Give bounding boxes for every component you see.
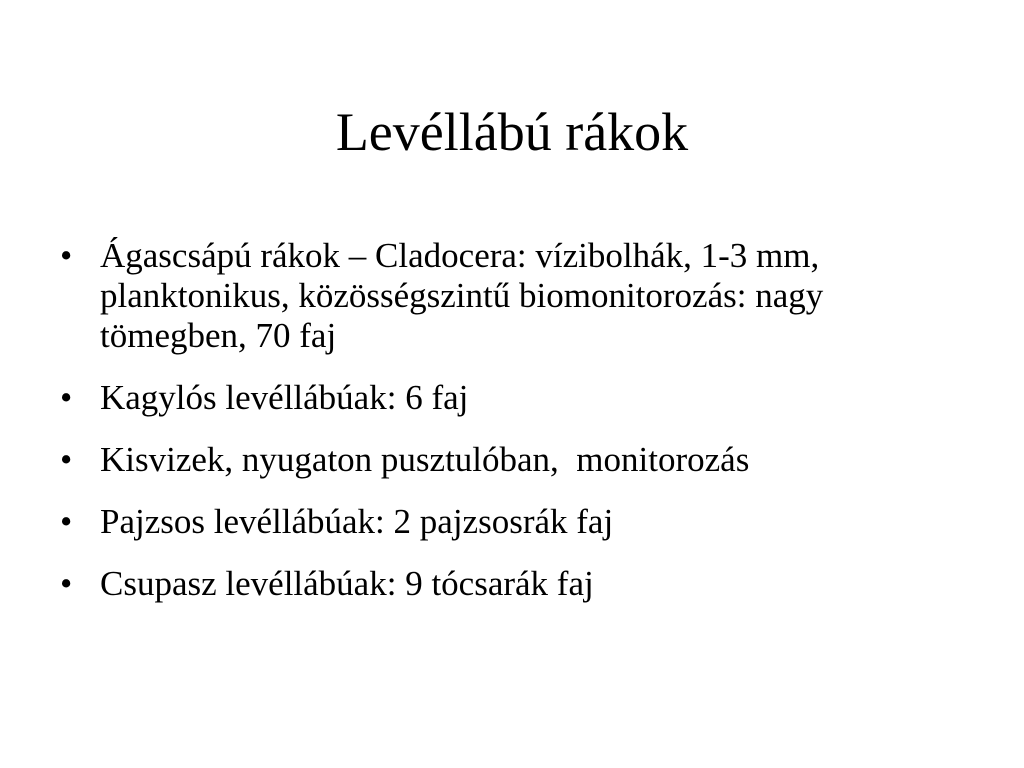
bullet-item [60, 564, 960, 604]
bullet-text: Pajzsos levéllábúak: 2 pajzsosrák faj [100, 502, 614, 541]
bullet-icon: • [60, 440, 73, 479]
bullet-item [60, 236, 960, 356]
bullet-icon: • [60, 502, 73, 541]
bullet-item [60, 378, 960, 418]
bullet-icon: • [60, 564, 73, 603]
bullet-icon: • [60, 378, 73, 417]
bullet-icon: • [60, 236, 73, 275]
bullet-text: Ágascsápú rákok – Cladocera: vízibolhák, 1-3 mm, planktonikus, közösségszintű biomonitorozás: nagy tömegben, 70 faj [100, 236, 824, 355]
bullet-text: Kisvizek, nyugaton pusztulóban, monitorozás [100, 440, 750, 479]
bullet-item [60, 440, 960, 480]
bullet-item [60, 502, 960, 542]
bullet-list [60, 236, 960, 626]
bullet-text: Kagylós levéllábúak: 6 faj [100, 378, 469, 417]
slide-title: Levéllábú rákok [335, 102, 689, 162]
bullet-text: Csupasz levéllábúak: 9 tócsarák faj [100, 564, 594, 603]
